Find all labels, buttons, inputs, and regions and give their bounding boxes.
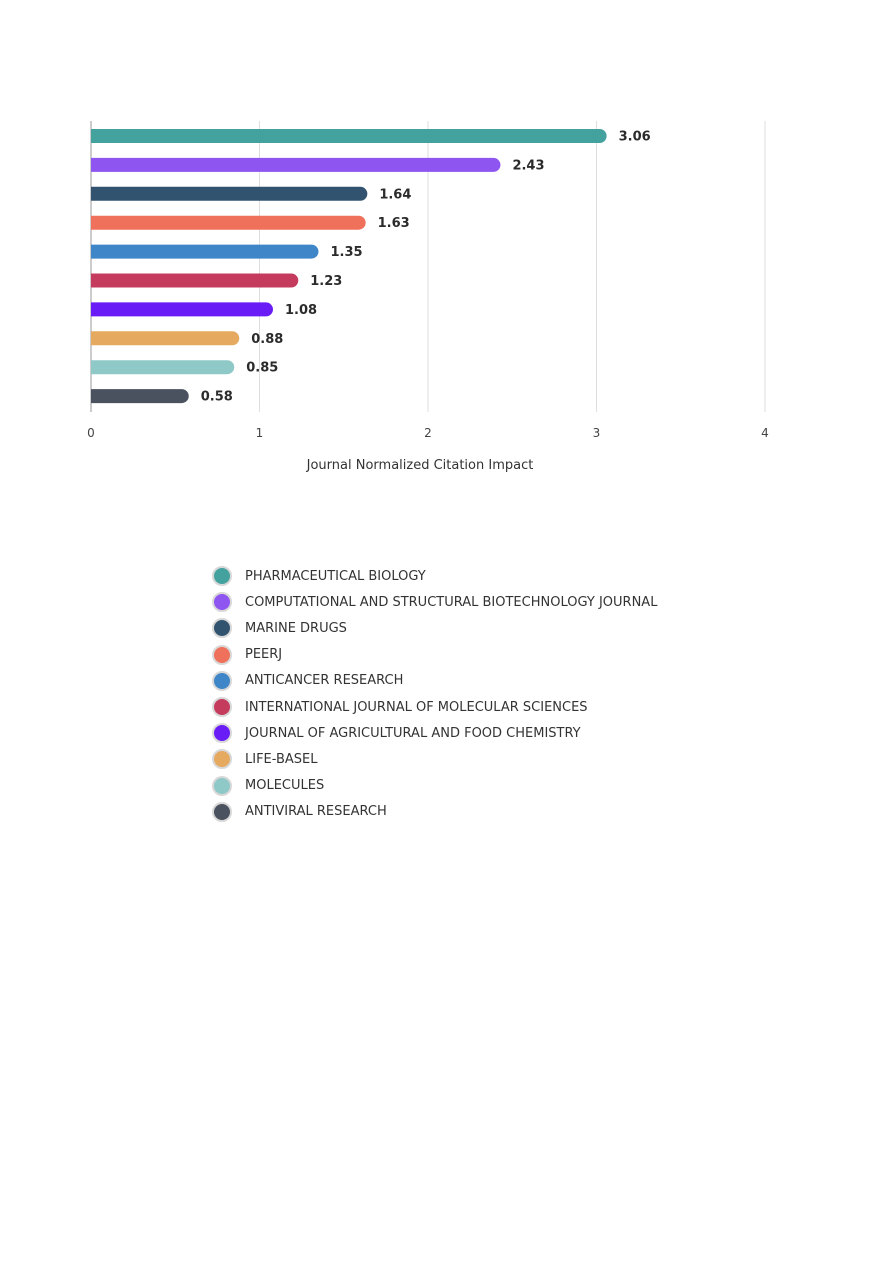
bar — [91, 158, 500, 172]
legend-swatch — [212, 749, 232, 769]
legend-swatch — [212, 671, 232, 691]
x-tick-label: 3 — [592, 426, 601, 440]
legend-swatch — [212, 723, 232, 743]
legend-label: LIFE-BASEL — [245, 751, 318, 767]
legend-item — [212, 589, 657, 615]
bar-value-label: 0.88 — [251, 331, 284, 347]
legend-swatch — [212, 618, 232, 638]
legend-label: MOLECULES — [245, 778, 325, 794]
bar — [91, 216, 366, 230]
legend-label: JOURNAL OF AGRICULTURAL AND FOOD CHEMISTRY — [245, 725, 581, 741]
bar — [91, 389, 189, 403]
legend-swatch — [212, 566, 232, 586]
bar-value-label: 1.08 — [284, 302, 318, 318]
bar-value-label: 1.63 — [377, 216, 410, 232]
bar — [91, 302, 273, 316]
bar-value-label: 0.58 — [200, 389, 233, 405]
bar-chart — [0, 0, 893, 500]
bar — [91, 331, 239, 345]
legend-label: COMPUTATIONAL AND STRUCTURAL BIOTECHNOLOGY JOURNAL — [245, 594, 658, 610]
legend-label: ANTIVIRAL RESEARCH — [245, 804, 387, 820]
legend — [212, 563, 657, 825]
x-tick-label: 4 — [761, 426, 769, 440]
legend-item — [212, 773, 657, 799]
x-axis-title: Journal Normalized Citation Impact — [306, 458, 534, 473]
legend-item — [212, 720, 657, 746]
legend-label: MARINE DRUGS — [245, 620, 347, 636]
legend-swatch — [212, 697, 232, 717]
legend-item — [212, 746, 657, 772]
legend-item — [212, 563, 657, 589]
bar — [91, 245, 318, 259]
legend-swatch — [212, 776, 232, 796]
bar — [91, 129, 607, 143]
legend-label: PHARMACEUTICAL BIOLOGY — [245, 568, 426, 584]
legend-item — [212, 694, 657, 720]
x-tick-label: 2 — [424, 426, 432, 440]
legend-swatch — [212, 592, 232, 612]
bar — [91, 360, 234, 374]
legend-item — [212, 799, 657, 825]
legend-swatch — [212, 645, 232, 665]
x-tick-label: 1 — [255, 426, 264, 440]
legend-label: INTERNATIONAL JOURNAL OF MOLECULAR SCIENCES — [245, 699, 588, 715]
x-axis-ticks — [87, 426, 769, 440]
legend-swatch — [212, 802, 232, 822]
bar-value-label: 1.35 — [330, 245, 363, 261]
legend-label: PEERJ — [245, 647, 283, 663]
bar-value-label: 3.06 — [618, 129, 651, 145]
legend-item — [212, 615, 657, 641]
bar-value-label: 2.43 — [512, 158, 545, 174]
legend-label: ANTICANCER RESEARCH — [245, 673, 404, 689]
legend-item — [212, 668, 657, 694]
bar — [91, 274, 298, 288]
legend-item — [212, 642, 657, 668]
bar-value-label: 0.85 — [246, 360, 279, 376]
x-tick-label: 0 — [87, 426, 95, 440]
bar-value-label: 1.64 — [379, 187, 412, 203]
bar — [91, 187, 367, 201]
bar-value-label: 1.23 — [310, 274, 343, 289]
